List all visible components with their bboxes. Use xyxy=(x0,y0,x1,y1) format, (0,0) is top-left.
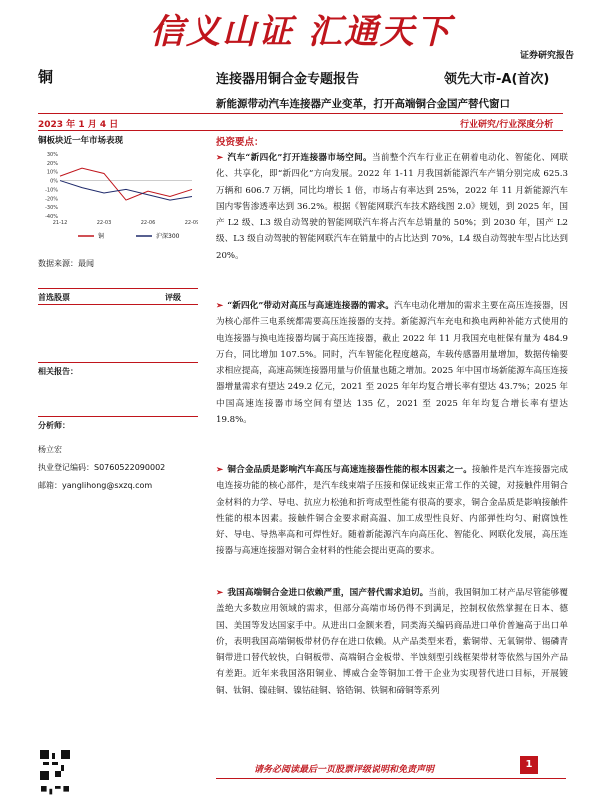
bullet-icon: ➢ xyxy=(216,588,224,598)
grade-label: 评级 xyxy=(165,293,181,302)
bullet-icon: ➢ xyxy=(216,465,224,475)
paragraph-text: 当前整个汽车行业正在朝着电动化、智能化、网联化、共享化，即“新四化”方向发展。2022 年 1-11 月我国新能源汽车产销分别完成 625.3 万辆和 606.7 万辆，同比均增长 1 倍，市场占有率达到 25%，2022 年 11 月新能源汽车国内零售渗透率达到 36.2%。根据《智能网联汽车技术路线图 2.0》规划，到 2025 年，国产 L2 级、L3 级自动驾驶的智能网联汽车将占汽车总销量的 50%；到 2030 年，国产 L2 级、L3 级自动驾驶的智能网联汽车在销量中的占比达到 70%，L4 级自动驾驶车型占比达到 20%。 xyxy=(216,153,568,261)
series-line-铜 xyxy=(60,168,192,200)
y-tick-label: -30% xyxy=(45,205,58,212)
y-tick-label: -10% xyxy=(45,187,58,194)
x-tick-label: 22-03 xyxy=(96,220,112,226)
y-tick-label: -40% xyxy=(45,214,58,220)
header-divider xyxy=(38,113,563,114)
bullet-icon: ➢ xyxy=(216,153,224,163)
x-tick-label: 22-06 xyxy=(140,220,156,226)
data-source: 数据来源：最闻 xyxy=(38,259,94,268)
report-subtitle: 新能源带动汽车连接器产业变革，打开高端铜合金国产替代窗口 xyxy=(216,98,510,110)
x-tick-label: 21-12 xyxy=(52,220,68,226)
paragraph-lead: “新四化”带动对高压与高速连接器的需求。 xyxy=(227,301,394,311)
report-date: 2023 年 1 月 4 日 xyxy=(38,120,119,130)
y-tick-label: 20% xyxy=(46,160,58,167)
legend-label: 铜 xyxy=(98,233,105,240)
left-divider xyxy=(38,416,198,417)
analyst-name: 杨立宏 xyxy=(38,445,62,454)
chart-title: 铜板块近一年市场表现 xyxy=(38,136,124,146)
paragraph-lead: 我国高端铜合金进口依赖严重，国产替代需求迫切。 xyxy=(227,588,429,598)
paragraph-text: 汽车电动化增加的需求主要在高压连接器，因为核心部件三电系统都需要高压连接器的支持。新能源汽车充电和换电两种补能方式使用的电连接器与换电连接器均属于高压连接器，截止 2022 年 11 月我国充电桩保有量为 484.9 万台，同比增加 107.5%。同时，汽车智能化程度越高，车载传感器用量增加，数据传输要求相应提高，高速高频连接器用量与价值量也随之增加。2025 年中国市场新能源车高压连接器增量需求有望达 249.2 亿元，2021 至 2025 年年均复合增长率有望达 43.7%；2025 年中国高速连接器市场空间有望达 135 亿，2021 至 2025 年年均复合增长率有望达 19.8%。 xyxy=(216,301,568,426)
x-tick-label: 22-09 xyxy=(184,220,198,226)
analyst-cert: 执业登记编码：S0760522090002 xyxy=(38,463,166,472)
report-category: 行业研究/行业深度分析 xyxy=(460,120,554,130)
y-tick-label: 10% xyxy=(46,169,58,176)
header-divider-2 xyxy=(38,130,563,131)
brand-logo: 信义山证 汇通天下 xyxy=(150,12,452,52)
related-reports-label: 相关报告： xyxy=(38,367,78,376)
preferred-stock-label: 首选股票 xyxy=(38,293,70,302)
chart-svg xyxy=(38,148,198,250)
paragraph-text: 接触件是汽车连接器完成电连接功能的核心部件，是汽车线束端子压接和保证线束正常工作的关键，对接触件用铜合金材料的力学、导电、抗应力松弛和折弯成型性能有很高的要求，铜合金品质是影响接触件性能的根本因素。接触件铜合金要求耐高温、加工成型性良好、内部弹性均匀、耐腐蚀性好、导电、导热率高和可焊性好。随着新能源汽车向高压化、智能化、网联化发展，高压连接器与高速连接器对铜合金材料的性能会提出更高的要求。 xyxy=(216,465,568,557)
report-title: 连接器用铜合金专题报告 xyxy=(216,72,360,87)
sector-label: 铜 xyxy=(38,68,54,86)
y-tick-label: 30% xyxy=(46,152,58,158)
disclaimer-note: 请务必阅读最后一页股票评级说明和免责声明 xyxy=(254,765,435,775)
analyst-label: 分析师： xyxy=(38,421,70,430)
rating-label: 领先大市-A(首次) xyxy=(444,72,550,87)
legend-label: 沪深300 xyxy=(156,233,180,240)
paragraph-lead: 铜合金品质是影响汽车高压与高速连接器性能的根本因素之一。 xyxy=(227,465,473,475)
page-number: 1 xyxy=(520,756,538,774)
paragraph-text: 当前，我国铜加工材产品尽管能够覆盖绝大多数应用领域的需求，但部分高端市场仍得不到满足，控制权依然掌握在日本、德国、美国等发达国家手中。从进出口金额来看，同类海关编码商品进口单价普遍高于出口单价，表明我国高端铜板带材仍存在进口依赖。从产品类型来看，紫铜带、无氧铜带、锡磷青铜带进口替代较快，白铜板带、高端铜合金板带、半蚀刻型引线框架带材等依然与国外产品有差距。近年来我国洛阳铜业、博威合金等铜加工骨干企业为实现替代进口目标，开展镀铜、钛铜、镍硅铜、镍钴硅铜、铬锆铜、铁铜和碲铜等系列 xyxy=(216,588,568,696)
left-divider xyxy=(38,288,198,289)
paragraph-1 xyxy=(216,150,568,264)
footer-divider xyxy=(216,778,566,779)
analyst-email[interactable]: 邮箱：yanglihong@sxzq.com xyxy=(38,481,153,490)
y-tick-label: -20% xyxy=(45,196,58,203)
series-line-沪深300 xyxy=(60,181,192,200)
y-tick-label: 0% xyxy=(50,178,58,185)
section-title: 投资要点： xyxy=(216,137,264,148)
paragraph-4 xyxy=(216,585,568,735)
market-performance-chart xyxy=(38,148,198,250)
bullet-icon: ➢ xyxy=(216,301,224,311)
paragraph-2 xyxy=(216,298,568,428)
left-divider xyxy=(38,362,198,363)
paragraph-3 xyxy=(216,462,568,560)
doc-type-label: 证券研究报告 xyxy=(520,51,575,61)
left-divider xyxy=(38,304,198,305)
qr-code-icon xyxy=(40,750,70,780)
qr-code-small-icon xyxy=(40,786,70,800)
paragraph-lead: 汽车“新四化”打开连接器市场空间。 xyxy=(227,153,372,163)
